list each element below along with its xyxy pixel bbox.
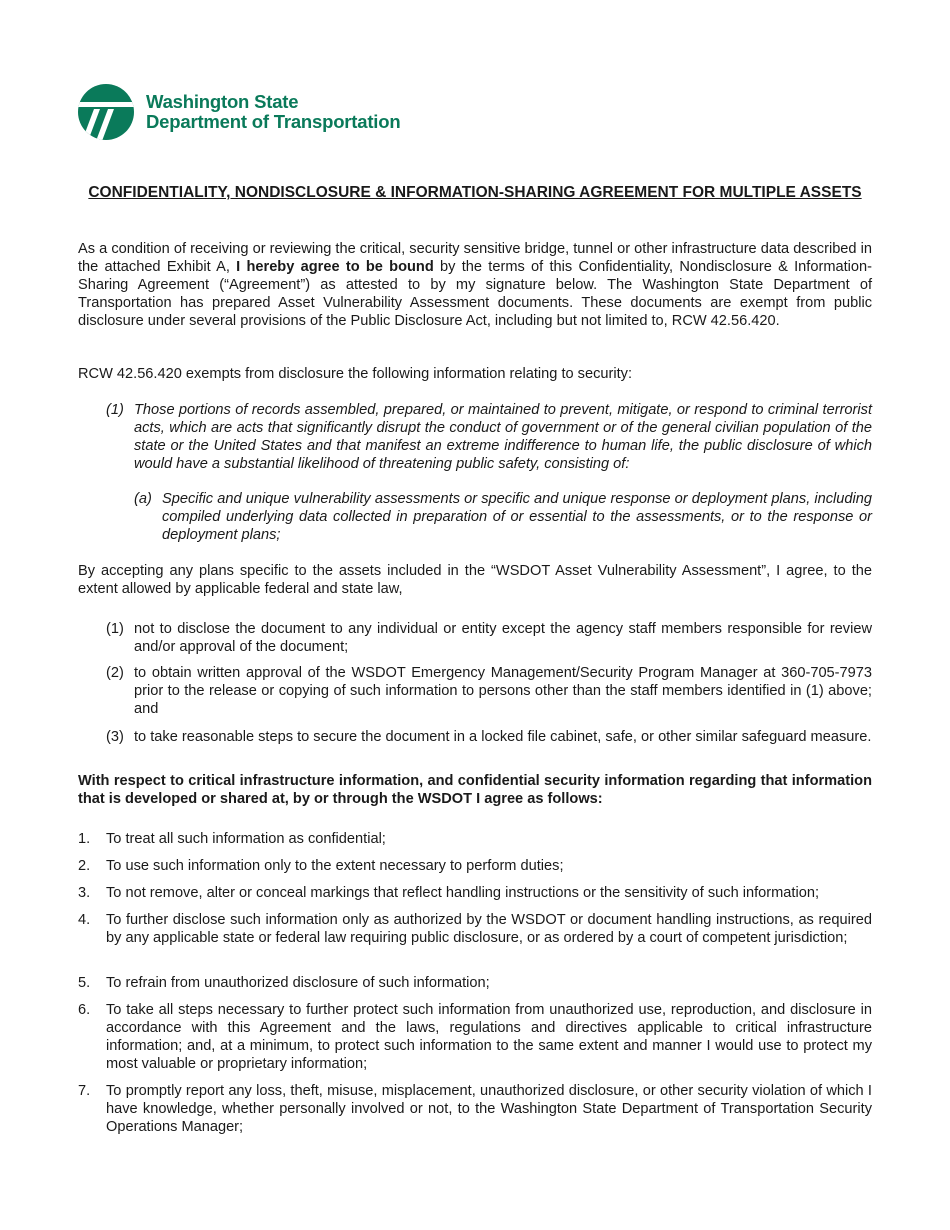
plans-item-text: to take reasonable steps to secure the document in a locked file cabinet, safe, or other similar safeguard measure. [134, 729, 872, 745]
wsdot-emblem-icon [78, 83, 134, 141]
agree-item-number: 3. [78, 885, 91, 901]
agree-item-text: To use such information only to the extent necessary to perform duties; [106, 858, 564, 874]
logo-text [146, 92, 400, 132]
document-title: CONFIDENTIALITY, NONDISCLOSURE & INFORMATION-SHARING AGREEMENT FOR MULTIPLE ASSETS [88, 184, 862, 201]
plans-item-text: to obtain written approval of the WSDOT Emergency Management/Security Program Manager at 360-705-7973 prior to the release or copying of such information to persons other than the staff members identified in (1) above; and [134, 665, 872, 717]
agree-list-item [78, 911, 872, 947]
quote-item-1-text: Those portions of records assembled, prepared, or maintained to prevent, mitigate, or respond to criminal terrorist acts, which are acts that significantly disrupt the conduct of government or of the general civilian population of the state or the United States and that manifest an extreme indifference to human life, the public disclosure of which would have a substantial likelihood of threatening public safety, consisting of: [134, 402, 872, 472]
agree-list-item [78, 857, 872, 875]
logo-line-2: Department of Transportation [146, 111, 401, 132]
agree-item-number: 1. [78, 831, 91, 847]
intro-text-end: by the terms of this Confidentiality, Nondisclosure & Information-Sharing Agreement (“Agreement”) as attested to by my signature below. The Washington State Department of Transportation has prepared Asset Vulnerability Assessment documents. These documents are exempt from public disclosure under several provisions of the Public Disclosure Act, including but not limited to, RCW 42.56.420. [78, 259, 872, 329]
agree-item-text: To not remove, alter or conceal markings that reflect handling instructions or the sensitivity of such information; [106, 885, 819, 901]
intro-text-start: As a condition of receiving or reviewing the critical, security sensitive bridge, tunnel or other infrastructure data described in the attached Exhibit A, [78, 241, 872, 275]
intro-bold-text: I hereby agree to be bound [236, 259, 434, 275]
agree-item-number: 2. [78, 858, 91, 874]
agree-item-number: 4. [78, 912, 91, 928]
agree-item-number: 7. [78, 1083, 91, 1099]
intro-paragraph [78, 240, 872, 330]
agree-list-item [78, 974, 872, 992]
respect-paragraph: With respect to critical infrastructure information, and confidential security information regarding that information that is developed or shared at, by or through the WSDOT I agree as follows: [78, 773, 872, 807]
agree-item-text: To refrain from unauthorized disclosure of such information; [106, 975, 490, 991]
quote-item-1-number: (1) [106, 402, 124, 418]
plans-list-item [106, 620, 872, 656]
quote-item-a-number: (a) [134, 491, 152, 507]
agree-list-item [78, 1001, 872, 1073]
quote-item-a [134, 490, 872, 544]
agree-item-text: To treat all such information as confidential; [106, 831, 386, 847]
agree-item-text: To promptly report any loss, theft, misuse, misplacement, unauthorized disclosure, or other security violation of which I have knowledge, whether personally involved or not, to the Washington State Department of Transportation Security Operations Manager; [106, 1083, 872, 1135]
agree-item-text: To take all steps necessary to further protect such information from unauthorized use, reproduction, and disclosure in accordance with this Agreement and the laws, regulations and directives applicable to critical infrastructure information; and, at a minimum, to protect such information to the same extent and manner I would use to protect my most valuable or proprietary information; [106, 1002, 872, 1072]
quote-item-a-text: Specific and unique vulnerability assessments or specific and unique response or deployment plans, including compiled underlying data collected in preparation of or essential to the assessments, or to the response or deployment plans; [162, 491, 872, 543]
agree-item-text: To further disclose such information only as authorized by the WSDOT or document handling instructions, as required by any applicable state or federal law requiring public disclosure, or as ordered by a court of competent jurisdiction; [106, 912, 872, 946]
agree-list-item [78, 1082, 872, 1136]
agree-list-item [78, 830, 872, 848]
agree-list-item [78, 884, 872, 902]
plans-list-item [106, 664, 872, 718]
agree-item-number: 5. [78, 975, 91, 991]
plans-item-number: (3) [106, 729, 124, 745]
agree-item-number: 6. [78, 1002, 91, 1018]
plans-item-number: (1) [106, 621, 124, 637]
quote-item-1 [106, 401, 872, 473]
plans-item-number: (2) [106, 665, 124, 681]
plans-item-text: not to disclose the document to any individual or entity except the agency staff members responsible for review and/or approval of the document; [134, 621, 872, 655]
wsdot-logo [78, 82, 400, 142]
plans-list-item [106, 728, 872, 746]
accept-paragraph: By accepting any plans specific to the assets included in the “WSDOT Asset Vulnerability Assessment”, I agree, to the extent allowed by applicable federal and state law, [78, 563, 872, 597]
rcw-intro: RCW 42.56.420 exempts from disclosure the following information relating to security: [78, 366, 632, 382]
logo-line-1: Washington State [146, 91, 299, 112]
